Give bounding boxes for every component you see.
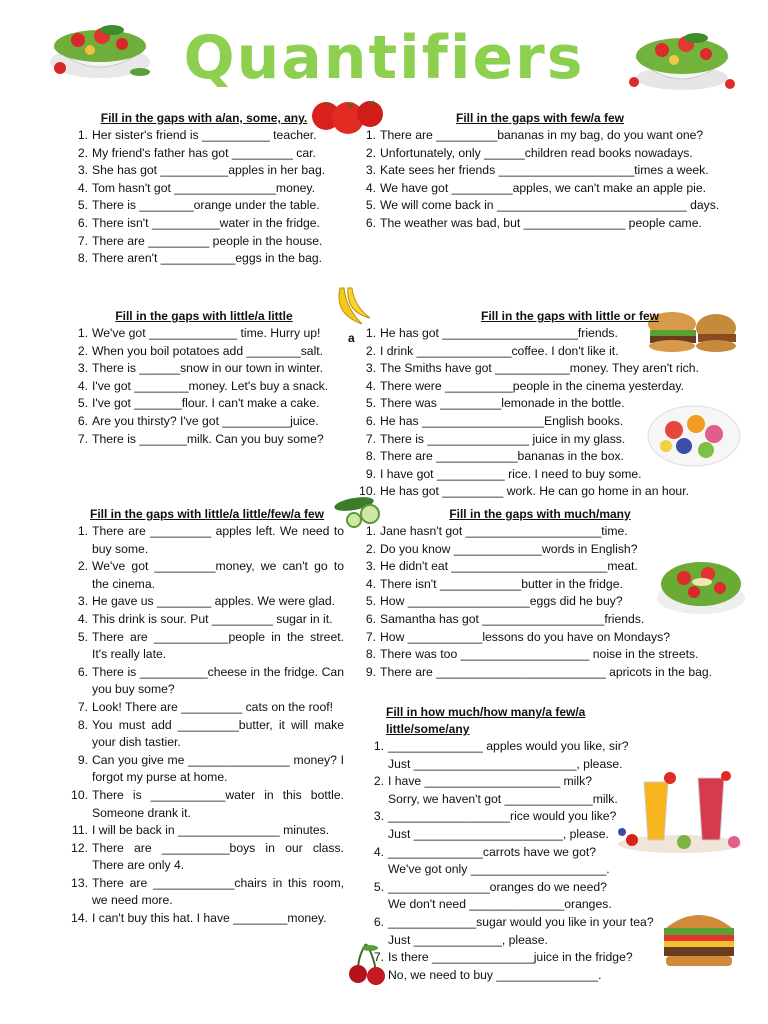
section-heading: Fill in the gaps with little/a little [115,309,293,323]
list-item: 14. I can't buy this hat. I have ________money. [71,911,327,926]
list-item: 7. There is _______milk. Can you buy some? [77,431,324,446]
list-item: 6. There isn't __________water in the fridge. [77,215,320,230]
list-item: 4. This drink is sour. Put _________ sugar in it. [77,611,333,626]
section-heading: Fill in the gaps with much/many [449,507,631,521]
list-item: 11. I will be back in _______________ minutes. [71,823,330,838]
list-item: 3. Kate sees her friends ____________________times a week. [365,163,709,178]
list-item: 5. There was _________lemonade in the bottle. [365,396,625,411]
list-item: 3. __________________rice would you like? Just ______________________, please. [373,809,617,841]
exercise-a-an-some-any [70,110,338,268]
question-list [70,325,338,448]
section-heading: Fill in the gaps with little or few [480,309,659,323]
list-item: 1. We've got _____________ time. Hurry up! [77,326,321,340]
list-item: 6. The weather was bad, but _______________ people came. [365,215,702,230]
exercise-little-or-few [358,308,722,501]
list-item: 5. _______________oranges do we need? We don't need ______________oranges. [373,879,612,912]
list-item: 8. There aren't ___________eggs in the bag. [77,251,323,266]
list-item: 9. I have got __________ rice. I need to buy some. [365,466,642,481]
list-item: 1. He has got ____________________friends. [365,326,618,340]
list-item: 1. There are _________ apples left. We need to buy some. [77,524,344,556]
exercise-few-a-few [358,110,722,233]
exercise-little-a-little [70,308,338,448]
list-item: 5. There are ___________people in the street. It's really late. [77,629,344,662]
stray-letter: a [348,331,355,345]
list-item: 3. She has got __________apples in her bag. [77,163,326,178]
list-item: 5. I've got _______flour. I can't make a cake. [77,396,320,411]
exercise-how-much-how-many [366,704,666,984]
list-item: 5. How __________________eggs did he buy? [365,594,623,609]
section-heading: Fill in the gaps with a/an, some, any. [100,111,308,125]
list-item: 6. Are you thirsty? I've got __________juice. [77,413,319,428]
list-item: 2. I drink ______________coffee. I don't like it. [365,343,619,358]
list-item: 8. There are ____________bananas in the box. [365,449,624,464]
list-item: 7. Look! There are _________ cats on the roof! [77,699,333,714]
list-item: 1. Jane hasn't got ____________________time. [365,524,628,538]
list-item: 2. I have ____________________ milk? Sorry, we haven't got _____________milk. [373,774,618,806]
list-item: 4. There were __________people in the cinema yesterday. [365,378,684,393]
list-item: 3. The Smiths have got ___________money. They aren't rich. [365,361,699,376]
list-item: 6. He has __________________English books. [365,413,624,428]
list-item: 8. There was too ___________________ noise in the streets. [365,647,699,662]
list-item: 9. There are _________________________ apricots in the bag. [365,664,713,679]
list-item: 10. He has got _________ work. He can go home in an hour. [359,484,689,499]
list-item: 2. When you boil potatoes add ________salt. [77,343,324,358]
list-item: 7. There are _________ people in the house. [77,233,323,248]
list-item: 2. We've got _________money, we can't go to the cinema. [77,559,344,591]
section-heading: Fill in how much/how many/a few/a little/some/any [386,705,586,736]
list-item: 1. There are _________bananas in my bag, do you want one? [365,128,704,142]
list-item: 4. Tom hasn't got _______________money. [77,180,315,195]
question-list [70,127,338,268]
list-item: 7. How ___________lessons do you have on Mondays? [365,629,671,644]
list-item: 5. There is ________orange under the table. [77,198,320,213]
list-item: 10. There is ___________water in this bottle. Someone drank it. [71,787,344,820]
list-item: 13. There are ____________chairs in this room, we need more. [71,875,344,908]
burger-image [660,904,738,970]
question-list [358,325,722,501]
list-item: 1. ______________ apples would you like, sir? Just ________________________, please. [373,739,629,771]
question-list [358,523,722,681]
exercise-much-many [358,506,722,681]
list-item: 6. _____________sugar would you like in your tea? Just _____________, please. [373,914,654,947]
list-item: 8. You must add _________butter, it will make your dish tastier. [77,717,344,750]
list-item: 3. He gave us ________ apples. We were glad. [77,594,336,609]
section-heading: Fill in the gaps with few/a few [455,111,625,125]
list-item: 3. He didn't eat _______________________meat. [365,559,638,574]
list-item: 4. I've got ________money. Let's buy a snack. [77,378,329,393]
list-item: 5. We will come back in ____________________________ days. [365,198,720,213]
list-item: 12. There are __________boys in our class. There are only 4. [71,840,344,873]
question-list [366,738,666,984]
question-list [70,523,344,928]
list-item: 6. Samantha has got __________________friends. [365,611,645,626]
page-title: Quantifiers [183,23,585,93]
list-item: 6. There is __________cheese in the fridge. Can you buy some? [77,664,344,697]
question-list [358,127,722,233]
section-heading: Fill in the gaps with little/a little/few/a few [89,507,325,521]
list-item: 9. Can you give me _______________ money? I forgot my purse at home. [77,752,344,785]
list-item: 2. Unfortunately, only ______children read books nowadays. [365,145,693,160]
list-item: 4. ______________carrots have we got? We've got only ____________________. [373,844,610,877]
list-item: 3. There is ______snow in our town in winter. [77,361,324,376]
list-item: 4. There isn't ____________butter in the fridge. [365,576,623,591]
list-item: 1. Her sister's friend is __________ teacher. [77,128,317,142]
exercise-little-a-little-few-a-few [70,506,344,928]
list-item: 7. Is there _______________juice in the fridge? No, we need to buy _______________. [373,950,633,982]
list-item: 4. We have got _________apples, we can't make an apple pie. [365,180,706,195]
list-item: 2. Do you know _____________words in English? [365,541,638,556]
list-item: 7. There is _______________ juice in my glass. [365,431,626,446]
list-item: 2. My friend's father has got _________ car. [77,145,316,160]
